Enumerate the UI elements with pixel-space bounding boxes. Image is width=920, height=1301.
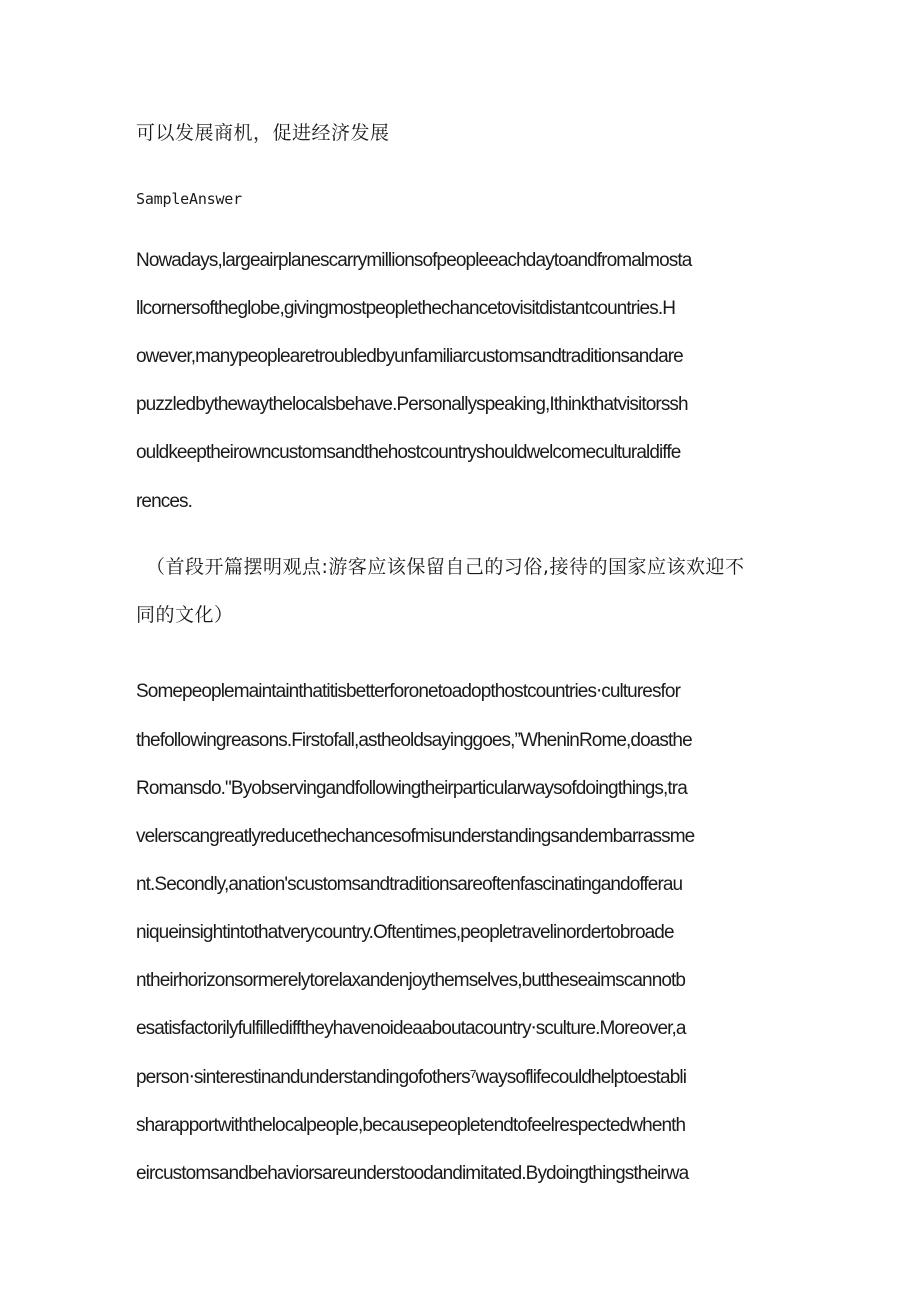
text-line: ntheirhorizonsormerelytorelaxandenjoythemselves,buttheseaimscannotb — [136, 970, 686, 991]
text-line: Nowadays,largeairplanescarrymillionsofpeopleeachdaytoandfromalmosta — [136, 250, 692, 271]
text-line: eircustomsandbehaviorsareunderstoodandimitated.Bydoingthingstheirwa — [136, 1163, 689, 1184]
note-line: （首段开篇摆明观点:游客应该保留自己的习俗,接待的国家应该欢迎不 — [146, 556, 745, 578]
text-line: Romansdo."Byobservingandfollowingtheirparticularwaysofdoingthings,tra — [136, 778, 687, 799]
text-line: rences. — [136, 491, 193, 512]
chinese-heading: 可以发展商机，促进经济发展 — [136, 122, 390, 144]
text-line: esatisfactorilyfulfilledifftheyhavenoideaaboutacountry‧sculture.Moreover,a — [136, 1018, 686, 1039]
text-line: llcornersoftheglobe,givingmostpeoplethechancetovisitdistantcountries.H — [136, 298, 676, 319]
text-line: Somepeoplemaintainthatitisbetterforonetoadopthostcountries‧culturesfor — [136, 681, 681, 702]
text-line: person‧sinterestinandunderstandingofothers⁷waysoflifecouldhelptoestabli — [136, 1067, 687, 1088]
text-line: puzzledbythewaythelocalsbehave.Personallyspeaking,Ithinkthatvisitorssh — [136, 394, 688, 415]
text-line: owever,manypeoplearetroubledbyunfamiliarcustomsandtraditionsandare — [136, 346, 683, 367]
note-line: 同的文化） — [136, 604, 234, 626]
text-line: velerscangreatlyreducethechancesofmisunderstandingsandembarrassme — [136, 826, 695, 847]
text-line: thefollowingreasons.Firstofall,astheoldsayinggoes,”WheninRome,doasthe — [136, 730, 692, 751]
text-line: nt.Secondly,anation'scustomsandtraditionsareoftenfascinatingandofferau — [136, 874, 683, 895]
text-line: ouldkeeptheirowncustomsandthehostcountryshouldwelcomeculturaldiffe — [136, 442, 681, 463]
text-line: niqueinsightintothatverycountry.Oftentimes,peopletravelinordertobroade — [136, 922, 674, 943]
text-line: sharapportwiththelocalpeople,becausepeopletendtofeelrespectedwhenth — [136, 1115, 686, 1136]
sample-answer-label: SampleAnswer — [136, 190, 242, 208]
